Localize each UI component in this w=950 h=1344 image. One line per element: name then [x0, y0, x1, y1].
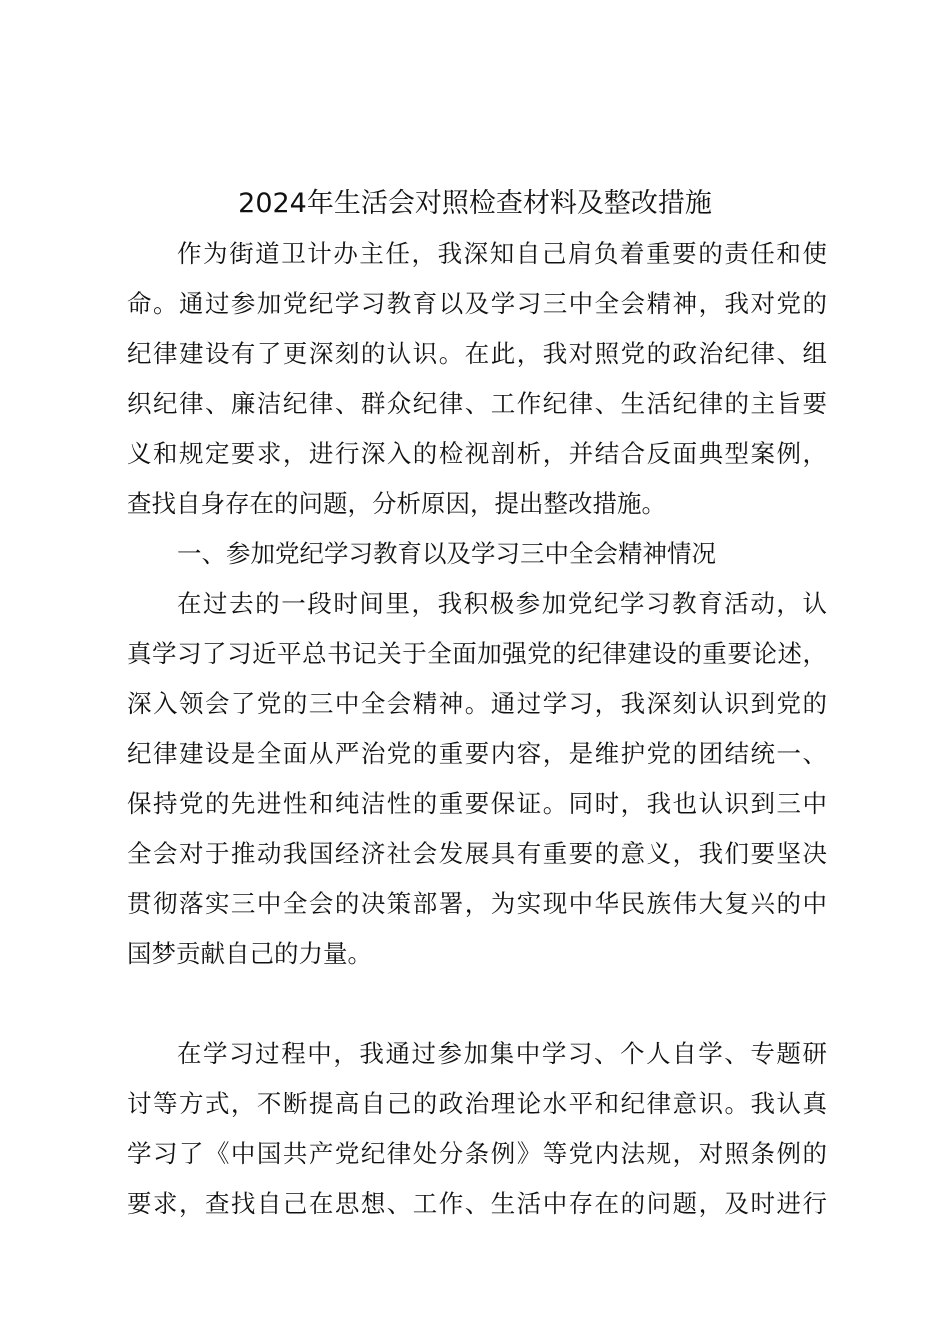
paragraph-line: 贯彻落实三中全会的决策部署，为实现中华民族伟大复兴的中 [127, 889, 827, 918]
paragraph-line: 命。通过参加党纪学习教育以及学习三中全会精神，我对党的 [127, 289, 827, 318]
paragraph-line: 保持党的先进性和纯洁性的重要保证。同时，我也认识到三中 [127, 789, 827, 818]
paragraph-line: 织纪律、廉洁纪律、群众纪律、工作纪律、生活纪律的主旨要 [127, 389, 827, 418]
paragraph-line: 要求，查找自己在思想、工作、生活中存在的问题，及时进行 [127, 1189, 827, 1218]
paragraph-line: 在过去的一段时间里，我积极参加党纪学习教育活动，认 [177, 589, 827, 618]
paragraph-line: 真学习了习近平总书记关于全面加强党的纪律建设的重要论述， [127, 639, 827, 668]
paragraph-line: 纪律建设是全面从严治党的重要内容，是维护党的团结统一、 [127, 739, 827, 768]
paragraph-line: 在学习过程中，我通过参加集中学习、个人自学、专题研 [177, 1039, 827, 1068]
document-title: 2024年生活会对照检查材料及整改措施 [238, 188, 712, 219]
paragraph-line: 纪律建设有了更深刻的认识。在此，我对照党的政治纪律、组 [127, 339, 827, 368]
paragraph-line: 查找自身存在的问题，分析原因，提出整改措施。 [127, 489, 666, 518]
paragraph-line: 深入领会了党的三中全会精神。通过学习，我深刻认识到党的 [127, 689, 827, 718]
section-heading: 一、参加党纪学习教育以及学习三中全会精神情况 [177, 539, 716, 568]
paragraph-line: 作为街道卫计办主任，我深知自己肩负着重要的责任和使 [177, 239, 827, 268]
paragraph-line: 学习了《中国共产党纪律处分条例》等党内法规，对照条例的 [127, 1139, 827, 1168]
paragraph-line: 义和规定要求，进行深入的检视剖析，并结合反面典型案例， [127, 439, 827, 468]
paragraph-line: 讨等方式，不断提高自己的政治理论水平和纪律意识。我认真 [127, 1089, 827, 1118]
paragraph-line: 全会对于推动我国经济社会发展具有重要的意义，我们要坚决 [127, 839, 827, 868]
paragraph-line: 国梦贡献自己的力量。 [127, 939, 372, 968]
